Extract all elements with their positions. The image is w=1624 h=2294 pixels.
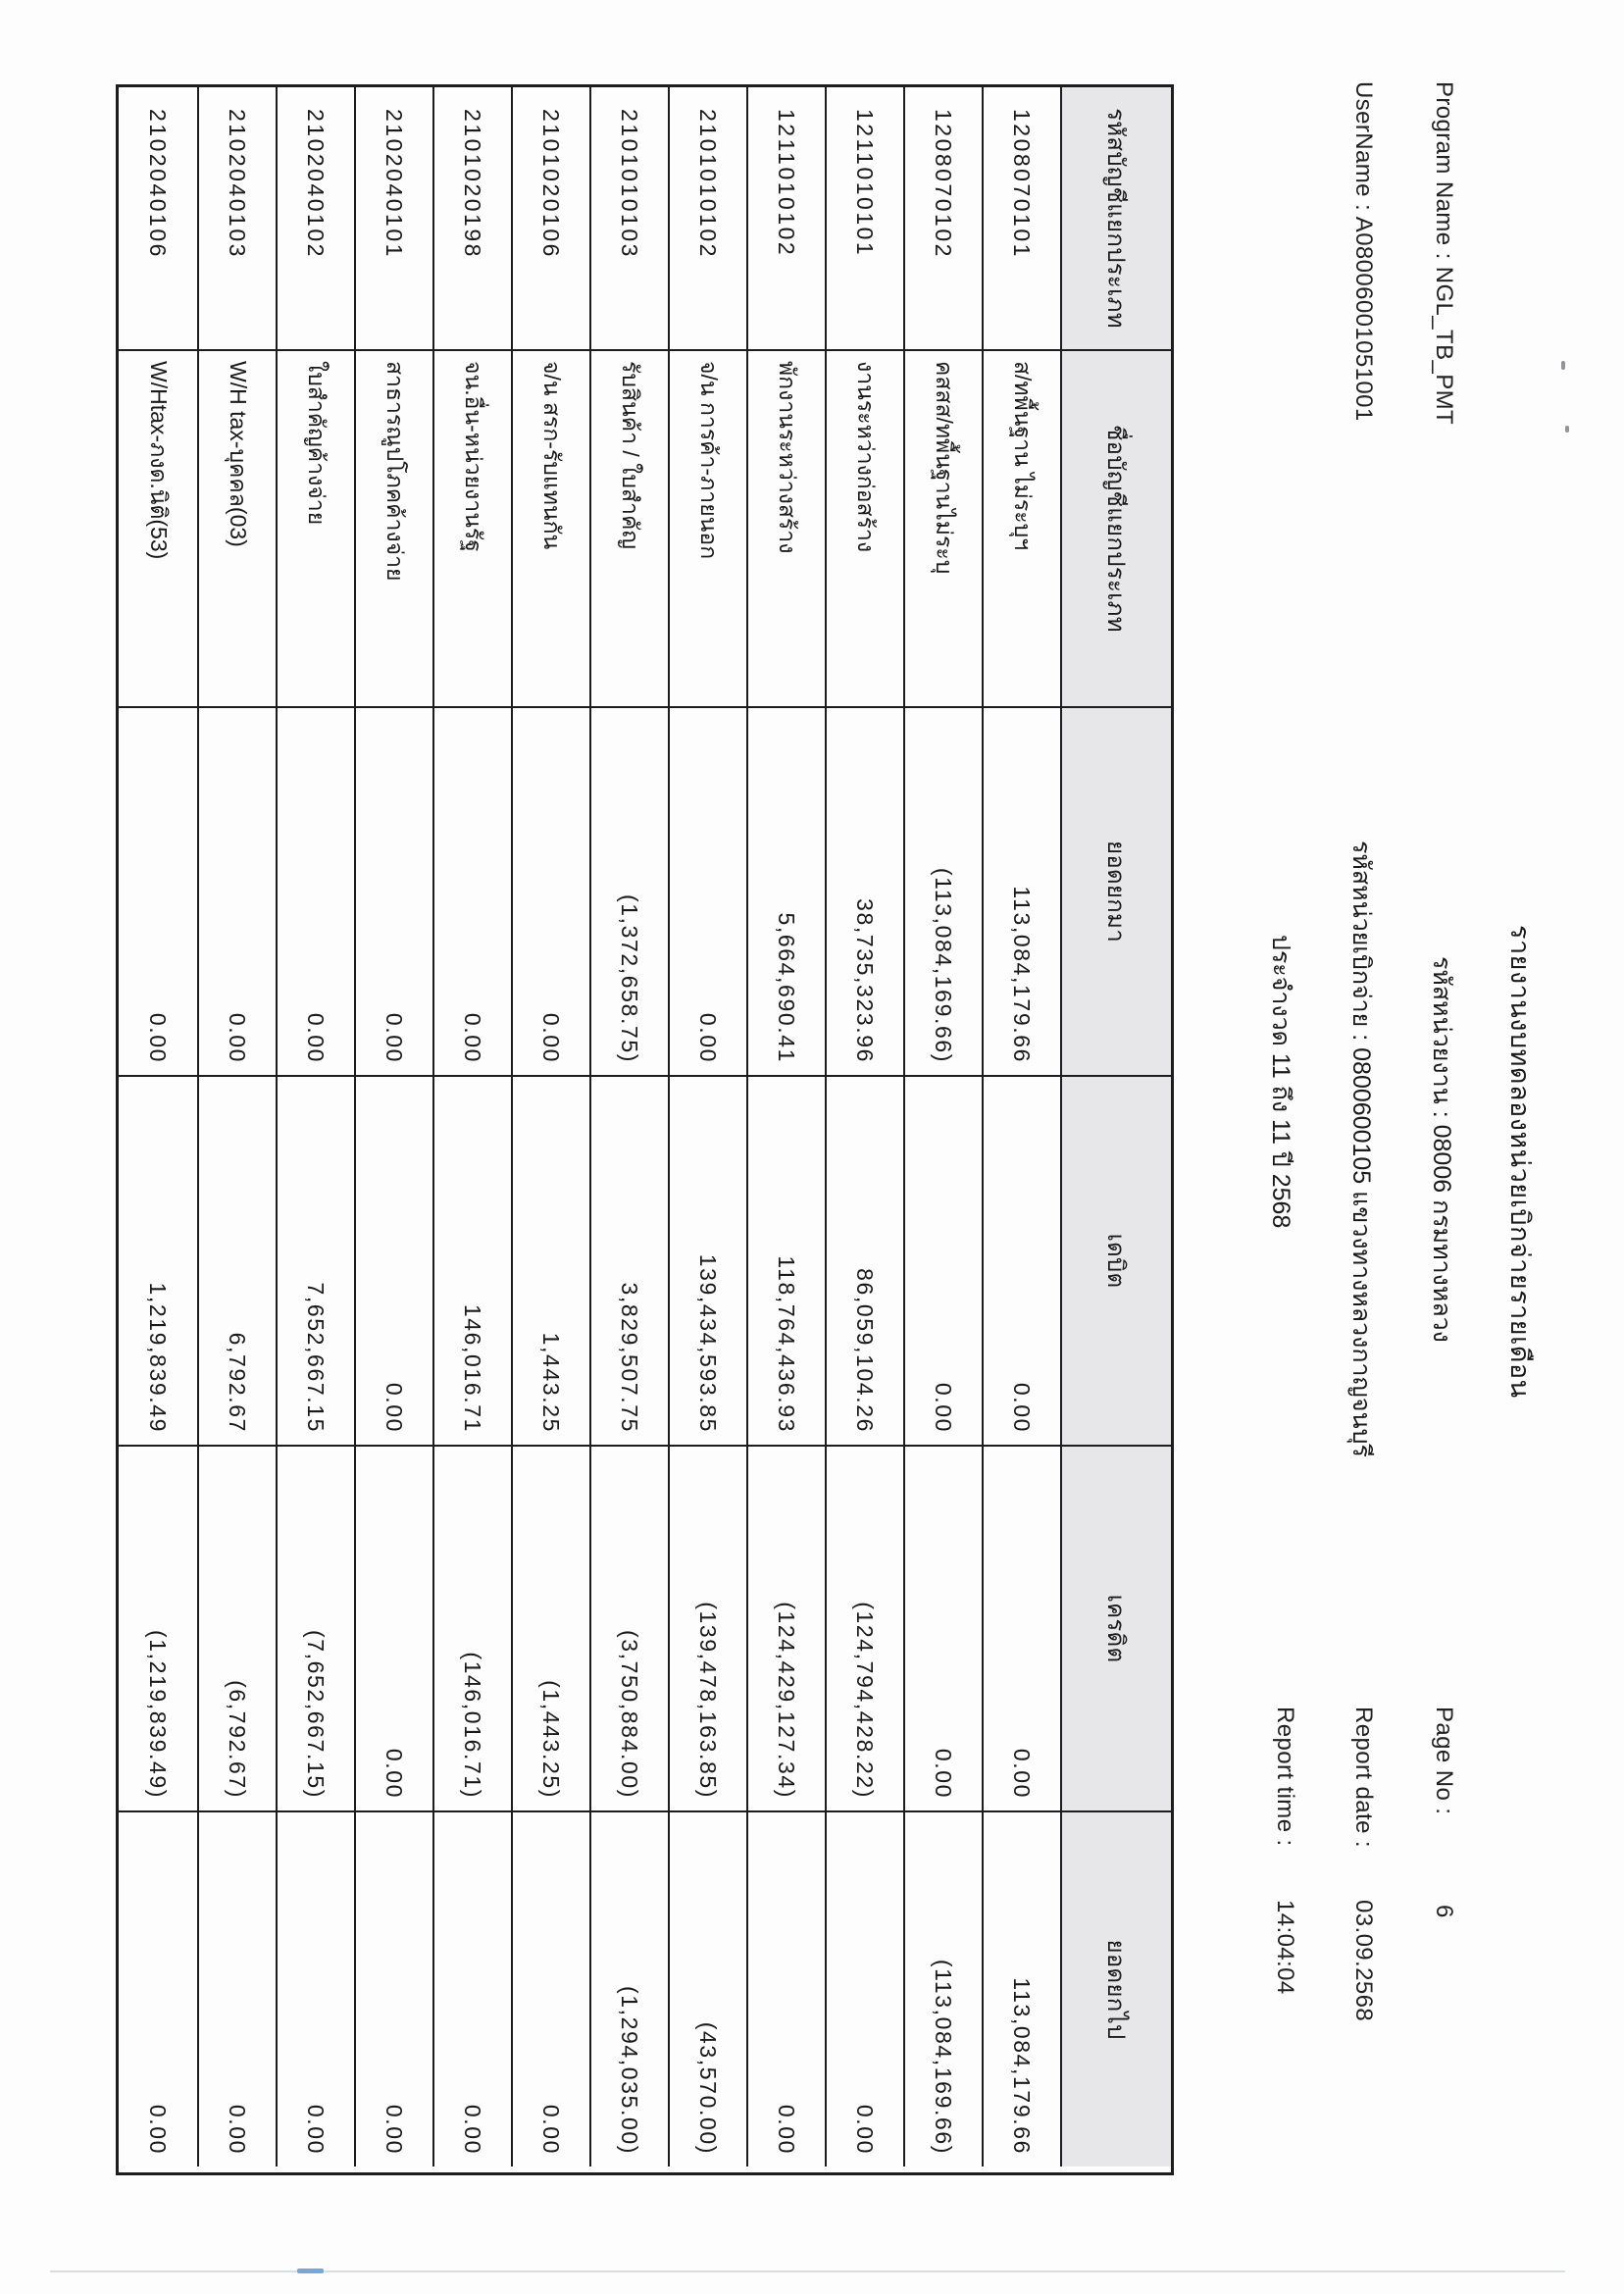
cell-balance-forward: 0.00 (354, 708, 432, 1077)
header-cell-credit: เครดิต (1060, 1447, 1171, 1812)
cell-debit: 3,829,507.75 (589, 1077, 668, 1447)
cell-account-code: 2102040106 (119, 87, 197, 351)
cell-account-code: 2101010102 (668, 87, 746, 351)
report-time-label: Report time : (1272, 1707, 1298, 1847)
page-no-value: 6 (1431, 1905, 1457, 1918)
table-header-row (1060, 87, 1171, 2172)
header-cell-debit: เดบิต (1060, 1077, 1171, 1447)
cell-balance-forward: (113,084,169.66) (903, 708, 982, 1077)
agency-code-line (1422, 956, 1461, 1343)
cell-balance-carried: (1,294,035.00) (589, 1812, 668, 2167)
cell-debit: 0.00 (903, 1077, 982, 1447)
table-row (119, 87, 197, 2172)
table-row (276, 87, 354, 2172)
page-no-label: Page No : (1431, 1707, 1457, 1815)
header-cell-balance-carried: ยอดยกไป (1060, 1812, 1171, 2167)
cell-account-code: 1211010102 (746, 87, 825, 351)
username-value: A08006001051001 (1350, 216, 1377, 422)
cell-debit: 86,059,104.26 (825, 1077, 903, 1447)
program-name-label: Program Name : (1431, 81, 1457, 260)
cell-debit: 139,434,593.85 (668, 1077, 746, 1447)
cell-account-name: รับสินค้า / ใบสำคัญ (589, 351, 668, 708)
cell-debit: 6,792.67 (197, 1077, 276, 1447)
cell-account-code: 2101020106 (511, 87, 589, 351)
table-row (511, 87, 589, 2172)
cell-credit: 0.00 (354, 1447, 432, 1812)
cell-credit: (7,652,667.15) (276, 1447, 354, 1812)
cell-account-code: 2101010103 (589, 87, 668, 351)
cell-credit: (124,794,428.22) (825, 1447, 903, 1812)
scan-speck (1561, 361, 1565, 370)
cell-credit: (3,750,884.00) (589, 1447, 668, 1812)
scan-speck (1565, 426, 1569, 433)
cell-debit: 118,764,436.93 (746, 1077, 825, 1447)
table-row (825, 87, 903, 2172)
report-date-value: 03.09.2568 (1350, 1900, 1377, 2022)
cell-balance-forward: 0.00 (668, 708, 746, 1077)
cell-debit: 0.00 (982, 1077, 1060, 1447)
cell-balance-forward: 0.00 (197, 708, 276, 1077)
cell-account-name: W/H tax-บุคคล(03) (197, 351, 276, 708)
cell-debit: 7,652,667.15 (276, 1077, 354, 1447)
cell-account-code: 2101020198 (432, 87, 511, 351)
table-row (589, 87, 668, 2172)
cell-account-name: ใบสำคัญค้างจ่าย (276, 351, 354, 708)
cell-debit: 1,443.25 (511, 1077, 589, 1447)
disburse-unit-label: รหัสหน่วยเบิกจ่าย : (1347, 841, 1375, 1042)
table-row (982, 87, 1060, 2172)
scanner-edge-line (50, 2270, 1565, 2272)
cell-balance-carried: 0.00 (354, 1812, 432, 2167)
report-title: รายงานงบทดลองหน่วยเบิกจ่ายรายเดือน (1505, 925, 1535, 1399)
table-row (903, 87, 982, 2172)
username-label: UserName : (1350, 81, 1377, 212)
disburse-unit-value: 0800600105 แขวงทางหลวงกาญจนบุรี (1347, 1047, 1375, 1457)
header-cell-account-code: รหัสบัญชีแยกประเภท (1060, 87, 1171, 351)
cell-balance-forward: 5,664,690.41 (746, 708, 825, 1077)
program-name-line (1430, 81, 1457, 425)
cell-credit: (6,792.67) (197, 1447, 276, 1812)
cell-balance-carried: (113,084,169.66) (903, 1812, 982, 2167)
agency-code-value: 08006 กรมทางหลวง (1428, 1124, 1455, 1343)
table-row (746, 87, 825, 2172)
period-line: ประจำงวด 11 ถึง 11 ปี 2568 (1267, 935, 1294, 1229)
cell-account-name: สาธารณูปโภคค้างจ่าย (354, 351, 432, 708)
cell-balance-forward: 0.00 (511, 708, 589, 1077)
cell-balance-carried: 0.00 (825, 1812, 903, 2167)
cell-balance-carried: 0.00 (746, 1812, 825, 2167)
cell-credit: (146,016.71) (432, 1447, 511, 1812)
disburse-unit-line (1342, 841, 1381, 1457)
cell-account-name: พักงานระหว่างสร้าง (746, 351, 825, 708)
table-row (354, 87, 432, 2172)
report-time-value: 14:04:04 (1272, 1900, 1298, 1995)
cell-debit: 146,016.71 (432, 1077, 511, 1447)
cell-balance-forward: (1,372,658.75) (589, 708, 668, 1077)
header-cell-balance-forward: ยอดยกมา (1060, 708, 1171, 1077)
table-row (432, 87, 511, 2172)
cell-account-name: งานระหว่างก่อสร้าง (825, 351, 903, 708)
username-line (1349, 81, 1377, 422)
cell-account-name: จ/น การค้า-ภายนอก (668, 351, 746, 708)
program-name-value: NGL_TB_PMT (1431, 266, 1457, 426)
cell-account-name: ส/ทพื้นฐาน ไม่ระบุฯ (982, 351, 1060, 708)
cell-balance-carried: 0.00 (197, 1812, 276, 2167)
cell-balance-carried: 0.00 (145, 2104, 172, 2155)
cell-balance-forward: 38,735,323.96 (825, 708, 903, 1077)
cell-account-name: W/Htax-ภงด.นิติ(53) (119, 351, 197, 708)
cell-balance-carried: 0.00 (511, 1812, 589, 2167)
cell-balance-forward: 0.00 (276, 708, 354, 1077)
table-row (668, 87, 746, 2172)
agency-code-label: รหัสหน่วยงาน : (1428, 956, 1455, 1118)
scanner-blue-mark (297, 2269, 324, 2273)
report-date-label: Report date : (1350, 1707, 1377, 1848)
cell-credit: (1,443.25) (511, 1447, 589, 1812)
cell-account-code: 1211010101 (825, 87, 903, 351)
cell-balance-forward: 113,084,179.66 (982, 708, 1060, 1077)
cell-credit: 0.00 (982, 1447, 1060, 1812)
table-body (119, 87, 1060, 2172)
cell-balance-forward: 0.00 (432, 708, 511, 1077)
cell-account-code: 2102040103 (197, 87, 276, 351)
cell-credit: (1,219,839.49) (119, 1447, 197, 1812)
table-row (197, 87, 276, 2172)
cell-credit: (139,478,163.85) (668, 1447, 746, 1812)
cell-account-code: 2102040102 (276, 87, 354, 351)
cell-account-name: จ/น สรก-รับแทนกัน (511, 351, 589, 708)
cell-balance-carried: (43,570.00) (668, 1812, 746, 2167)
cell-account-name: คสสส/ทพื้นฐานไม่ระบุ (903, 351, 982, 708)
cell-debit: 0.00 (354, 1077, 432, 1447)
cell-credit: (124,429,127.34) (746, 1447, 825, 1812)
cell-debit: 1,219,839.49 (119, 1077, 197, 1447)
cell-balance-carried: 0.00 (432, 1812, 511, 2167)
header-cell-account-name: ชื่อบัญชีแยกประเภท (1060, 351, 1171, 708)
cell-credit: 0.00 (903, 1447, 982, 1812)
cell-balance-forward: 0.00 (119, 708, 197, 1077)
cell-account-code: 1208070101 (982, 87, 1060, 351)
cell-account-code: 1208070102 (903, 87, 982, 351)
trial-balance-table (116, 84, 1174, 2175)
cell-balance-carried: 113,084,179.66 (982, 1812, 1060, 2167)
cell-account-name: จน.อื่น-หน่วยงานรัฐ (432, 351, 511, 708)
cell-account-code: 2102040101 (354, 87, 432, 351)
cell-balance-carried: 0.00 (276, 1812, 354, 2167)
